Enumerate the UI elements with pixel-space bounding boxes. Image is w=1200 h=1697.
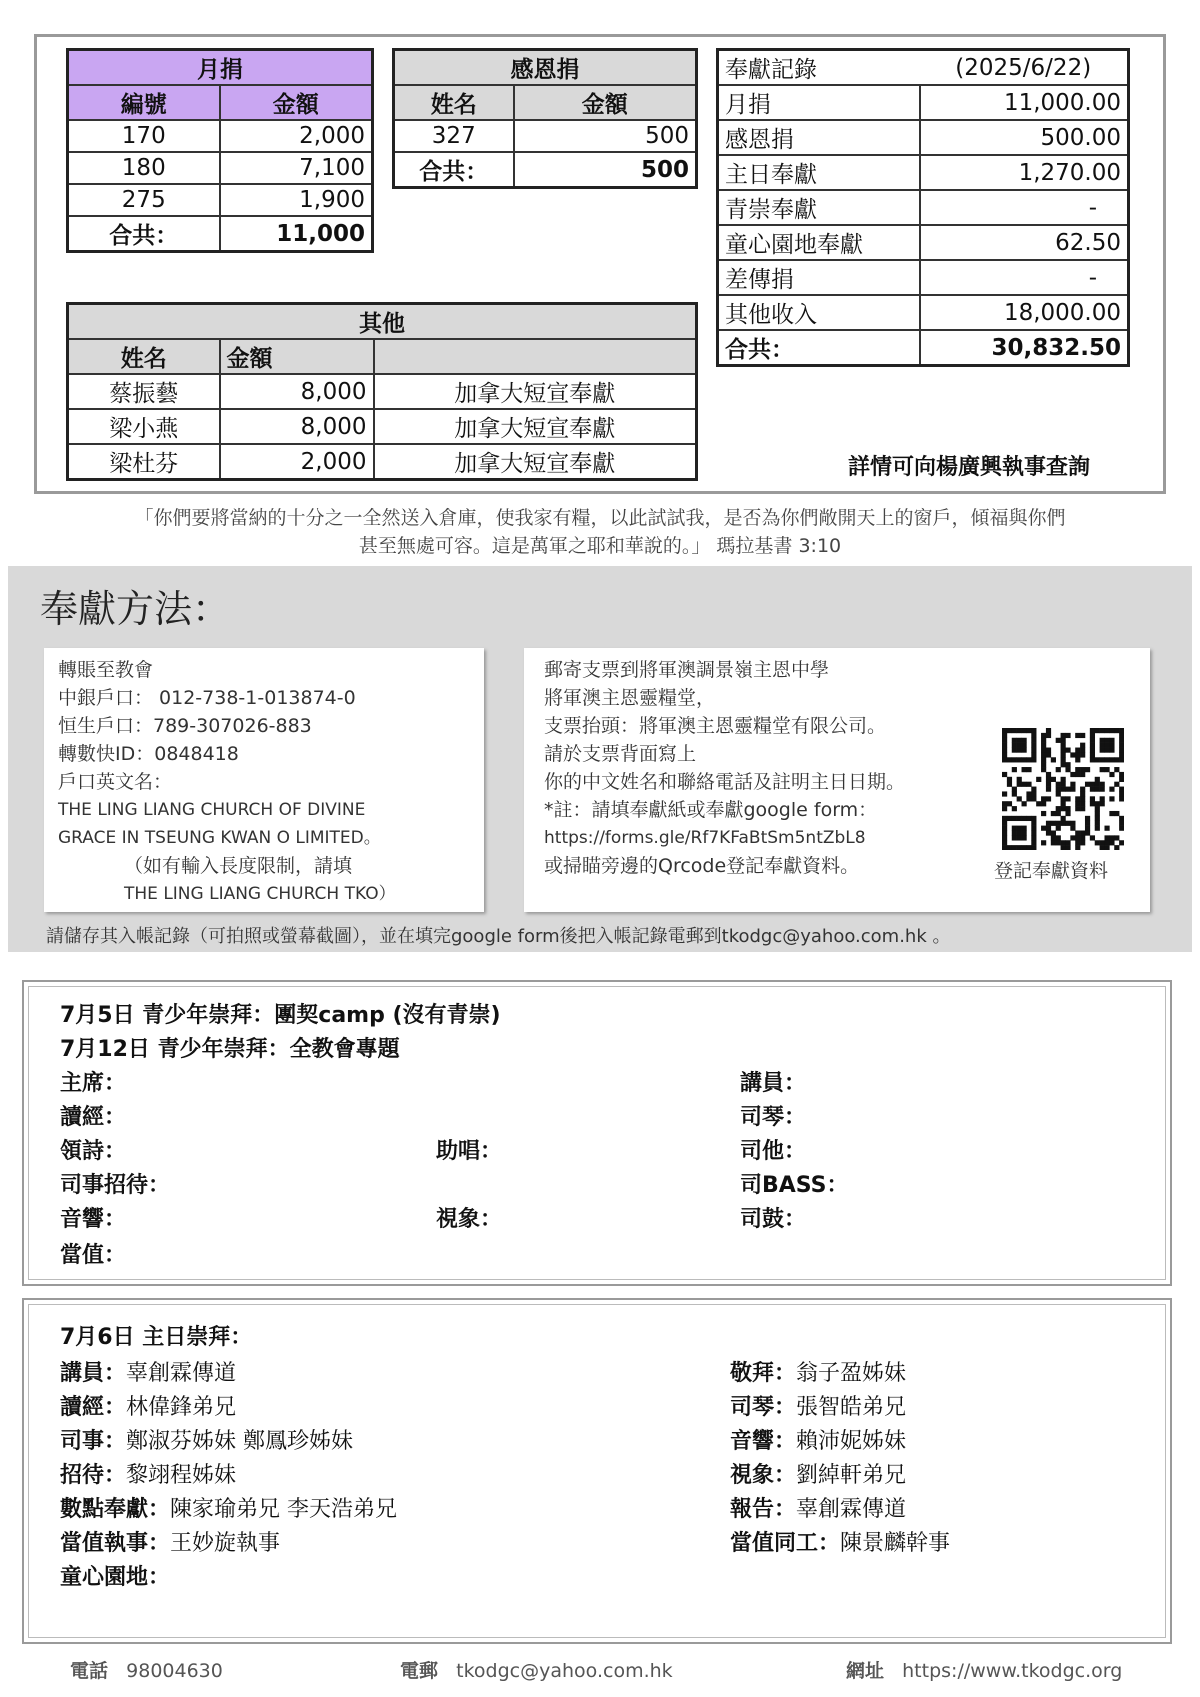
monthly-id: 180 (68, 152, 220, 184)
record-table (716, 48, 1130, 367)
footer-web-label: 網址 (846, 1660, 885, 1682)
monthly-amount: 1,900 (220, 184, 373, 216)
other-title: 其他 (68, 304, 697, 340)
youth-line-1: 7月5日 青少年崇拜：團契camp (沒有青崇) (60, 1003, 501, 1028)
record-total: 30,832.50 (920, 330, 1129, 366)
table-row (718, 120, 1129, 155)
contact-note: 詳情可向楊廣興執事查詢 (848, 455, 1091, 480)
verse-line-1: 「你們要將當納的十分之一全然送入倉庫，使我家有糧，以此試試我，是否為你們敞開天上的窗戶，傾福與你們 (134, 507, 1066, 529)
sunday-right-item: 視象：劉綽軒弟兄 (730, 1463, 907, 1488)
qr-caption: 登記奉獻資料 (994, 860, 1109, 882)
thanks-col-amount: 金額 (514, 85, 697, 120)
cheque-line: 請於支票背面寫上 (544, 743, 697, 765)
youth-visual: 視象： (436, 1207, 503, 1232)
bank-line: （如有輸入長度限制，請填 (124, 855, 353, 877)
table-row (68, 120, 373, 152)
youth-guitar: 司他： (740, 1139, 807, 1164)
footer-phone (70, 1656, 223, 1683)
cheque-line: 你的中文姓名和聯絡電話及註明主日日期。 (544, 771, 906, 793)
youth-chair: 主席： (60, 1071, 127, 1096)
sunday-title: 7月6日 主日崇拜： (60, 1325, 253, 1350)
monthly-amount: 2,000 (220, 120, 373, 152)
footer-email-label: 電郵 (400, 1660, 439, 1682)
table-row (68, 444, 697, 480)
verse-line-2: 甚至無處可容。這是萬軍之耶和華說的。」 瑪拉基書 3:10 (358, 535, 842, 557)
cheque-line: *註：請填奉獻紙或奉獻google form： (544, 799, 878, 821)
monthly-table (66, 48, 374, 253)
youth-duty: 當值： (60, 1243, 127, 1268)
bank-line: GRACE IN TSEUNG KWAN O LIMITED。 (58, 828, 381, 848)
thanks-total-label: 合共： (394, 152, 514, 188)
footer-phone-label: 電話 (70, 1660, 109, 1682)
footer-web-value: https://www.tkodgc.org (902, 1660, 1123, 1682)
sunday-right-item: 報告：辜創霖傳道 (730, 1497, 907, 1522)
sunday-left-item: 當值執事：王妙旋執事 (60, 1531, 281, 1556)
giving-title: 奉獻方法： (40, 587, 231, 631)
youth-speaker: 講員： (740, 1071, 807, 1096)
thanks-title: 感恩捐 (394, 50, 697, 86)
thanks-amount: 500 (514, 120, 697, 152)
record-label: 主日奉獻 (718, 155, 920, 190)
table-row (718, 260, 1129, 295)
other-col-name: 姓名 (68, 339, 220, 374)
record-value: 62.50 (920, 225, 1129, 260)
table-row (394, 120, 697, 152)
thanks-col-name: 姓名 (394, 85, 514, 120)
record-value: 11,000.00 (920, 85, 1129, 120)
bank-line: 轉數快ID：0848418 (58, 743, 239, 765)
table-row (68, 374, 697, 409)
table-row (68, 184, 373, 216)
monthly-col-id: 編號 (68, 85, 220, 120)
bank-line: 恒生戶口：789-307026-883 (58, 715, 312, 737)
record-title: 奉獻記錄 (718, 50, 920, 86)
cheque-link[interactable]: https://forms.gle/Rf7KFaBtSm5ntZbL8 (544, 828, 866, 848)
record-label: 月捐 (718, 85, 920, 120)
table-row (68, 409, 697, 444)
sunday-right-item: 當值同工：陳景麟幹事 (730, 1531, 951, 1556)
record-value: 1,270.00 (920, 155, 1129, 190)
other-name: 蔡振藝 (68, 374, 220, 409)
youth-backup: 助唱： (436, 1139, 503, 1164)
youth-usher: 司事招待： (60, 1173, 171, 1198)
youth-drum: 司鼓： (740, 1207, 807, 1232)
sunday-left-item: 數點奉獻：陳家瑜弟兄 李天浩弟兄 (60, 1497, 398, 1522)
youth-piano: 司琴： (740, 1105, 807, 1130)
footer-email-value: tkodgc@yahoo.com.hk (456, 1660, 673, 1682)
cheque-line: 郵寄支票到將軍澳調景嶺主恩中學 (544, 659, 830, 681)
giving-note: 請儲存其入帳記錄（可拍照或螢幕截圖），並在填完google form後把入帳記錄電郵到tkodgc@yahoo.com.hk 。 (46, 926, 951, 947)
monthly-col-amount: 金額 (220, 85, 373, 120)
table-row (718, 225, 1129, 260)
bank-line: 中銀戶口： 012-738-1-013874-0 (58, 687, 356, 709)
record-total-label: 合共： (718, 330, 920, 366)
table-row (718, 190, 1129, 225)
table-row (718, 295, 1129, 330)
other-amount: 8,000 (220, 409, 374, 444)
youth-worship: 領詩： (60, 1139, 127, 1164)
other-col-note (374, 339, 697, 374)
other-note: 加拿大短宣奉獻 (374, 444, 697, 480)
monthly-amount: 7,100 (220, 152, 373, 184)
other-note: 加拿大短宣奉獻 (374, 409, 697, 444)
other-amount: 8,000 (220, 374, 374, 409)
monthly-total-label: 合共： (68, 216, 220, 252)
table-row (68, 152, 373, 184)
sunday-right-item: 司琴：張智皓弟兄 (730, 1395, 907, 1420)
cheque-line: 將軍澳主恩靈糧堂， (544, 687, 716, 709)
record-value: - (920, 260, 1129, 295)
sunday-left-item: 讀經：林偉鋒弟兄 (60, 1395, 237, 1420)
monthly-id: 275 (68, 184, 220, 216)
thanks-table (392, 48, 698, 189)
other-table (66, 302, 698, 481)
record-label: 童心園地奉獻 (718, 225, 920, 260)
sunday-left-item: 招待：黎翊程姊妹 (60, 1463, 237, 1488)
footer-email[interactable] (400, 1656, 673, 1683)
footer-phone-value: 98004630 (126, 1660, 223, 1682)
bank-line: THE LING LIANG CHURCH TKO） (124, 884, 396, 904)
bank-transfer-card (44, 648, 484, 912)
other-amount: 2,000 (220, 444, 374, 480)
youth-bass: 司BASS： (740, 1173, 849, 1198)
youth-sound: 音響： (60, 1207, 127, 1232)
thanks-total: 500 (514, 152, 697, 188)
youth-line-2: 7月12日 青少年崇拜：全教會專題 (60, 1037, 400, 1062)
other-name: 梁小燕 (68, 409, 220, 444)
record-value: - (920, 190, 1129, 225)
cheque-line: 支票抬頭：將軍澳主恩靈糧堂有限公司。 (544, 715, 887, 737)
sunday-left-item: 童心園地： (60, 1565, 171, 1590)
table-row (718, 85, 1129, 120)
record-label: 差傳捐 (718, 260, 920, 295)
other-col-amount: 金額 (220, 339, 374, 374)
record-label: 感恩捐 (718, 120, 920, 155)
record-date: (2025/6/22) (920, 50, 1129, 86)
sunday-right-item: 敬拜：翁子盈姊妹 (730, 1361, 907, 1386)
record-label: 青崇奉獻 (718, 190, 920, 225)
other-name: 梁杜芬 (68, 444, 220, 480)
sunday-left-item: 司事：鄭淑芬姊妹 鄭鳳珍姊妹 (60, 1429, 354, 1454)
sunday-right-item: 音響：賴沛妮姊妹 (730, 1429, 907, 1454)
cheque-line: 或掃瞄旁邊的Qrcode登記奉獻資料。 (544, 855, 860, 877)
bank-line: 轉賬至教會 (58, 659, 154, 681)
record-label: 其他收入 (718, 295, 920, 330)
thanks-name: 327 (394, 120, 514, 152)
qr-code-icon[interactable] (1002, 728, 1124, 850)
monthly-id: 170 (68, 120, 220, 152)
monthly-total: 11,000 (220, 216, 373, 252)
monthly-title: 月捐 (68, 50, 373, 86)
bank-line: 戶口英文名： (58, 771, 173, 793)
sunday-left-item: 講員：辜創霖傳道 (60, 1361, 237, 1386)
record-value: 500.00 (920, 120, 1129, 155)
table-row (718, 155, 1129, 190)
youth-reading: 讀經： (60, 1105, 127, 1130)
record-value: 18,000.00 (920, 295, 1129, 330)
other-note: 加拿大短宣奉獻 (374, 374, 697, 409)
footer-website[interactable] (846, 1656, 1122, 1683)
bank-line: THE LING LIANG CHURCH OF DIVINE (58, 800, 366, 820)
